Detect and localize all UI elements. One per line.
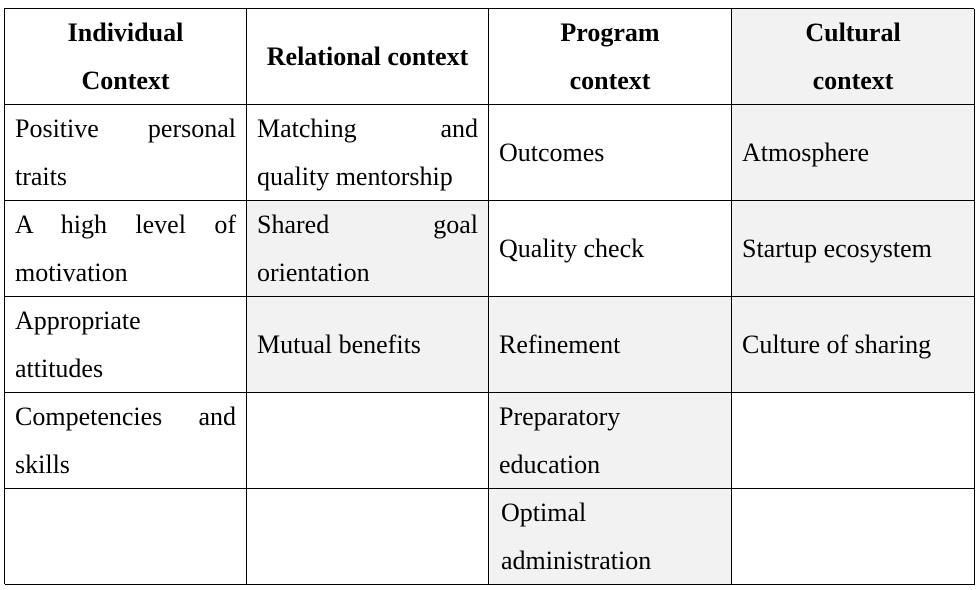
row1-relational-line1: Matching and [257, 114, 478, 143]
row4-program-cell [489, 393, 732, 489]
row5-program-line1: Optimal [501, 498, 587, 527]
row2-relational-line2: orientation [257, 258, 370, 287]
row1-individual-cell [5, 105, 247, 201]
row4-individual-cell [5, 393, 247, 489]
header-program-context [489, 9, 732, 105]
row3-individual-cell [5, 297, 247, 393]
row4-program-line2: education [499, 450, 601, 479]
row3-program-text: Refinement [499, 329, 621, 359]
context-table [4, 8, 974, 584]
row5-individual-cell [5, 489, 247, 585]
row2-cultural-cell [732, 201, 975, 297]
row1-cultural-cell [732, 105, 975, 201]
row4-program-line1: Preparatory [499, 402, 621, 431]
row3-individual-line2: attitudes [15, 354, 104, 383]
row3-relational-text: Mutual benefits [257, 329, 421, 359]
row3-individual-line1: Appropriate [15, 306, 141, 335]
row4-cultural-cell [732, 393, 975, 489]
header-cultural-context [732, 9, 975, 105]
row1-cultural-text: Atmosphere [742, 137, 870, 167]
row3-cultural-text: Culture of sharing [742, 329, 932, 359]
row1-program-cell [489, 105, 732, 201]
row1-program-text: Outcomes [499, 137, 605, 167]
row2-individual-line2: motivation [15, 258, 128, 287]
header-relational-label: Relational context [266, 41, 469, 71]
row2-individual-cell [5, 201, 247, 297]
row2-relational-line1: Shared goal [257, 210, 478, 239]
header-cultural-label: Cultural context [805, 17, 901, 95]
row3-cultural-cell [732, 297, 975, 393]
row2-cultural-text: Startup ecosystem [742, 233, 932, 263]
row4-individual-line2: skills [15, 450, 70, 479]
row1-individual-line2: traits [15, 162, 67, 191]
row4-relational-cell [247, 393, 489, 489]
row1-relational-cell [247, 105, 489, 201]
header-relational-context [247, 9, 489, 105]
header-individual-context [5, 9, 247, 105]
row3-program-cell [489, 297, 732, 393]
row2-program-text: Quality check [499, 233, 645, 263]
row5-relational-cell [247, 489, 489, 585]
row2-relational-cell [247, 201, 489, 297]
row2-individual-line1: A high level of [15, 210, 236, 239]
row2-program-cell [489, 201, 732, 297]
row4-individual-line1: Competencies and [15, 402, 236, 431]
header-program-label: Program context [560, 17, 660, 95]
header-individual-label: Individual Context [67, 17, 184, 95]
row5-cultural-cell [732, 489, 975, 585]
row5-program-line2: administration [501, 546, 652, 575]
row1-individual-line1: Positive personal [15, 114, 236, 143]
row1-relational-line2: quality mentorship [257, 162, 453, 191]
row5-program-cell [489, 489, 732, 585]
row3-relational-cell [247, 297, 489, 393]
